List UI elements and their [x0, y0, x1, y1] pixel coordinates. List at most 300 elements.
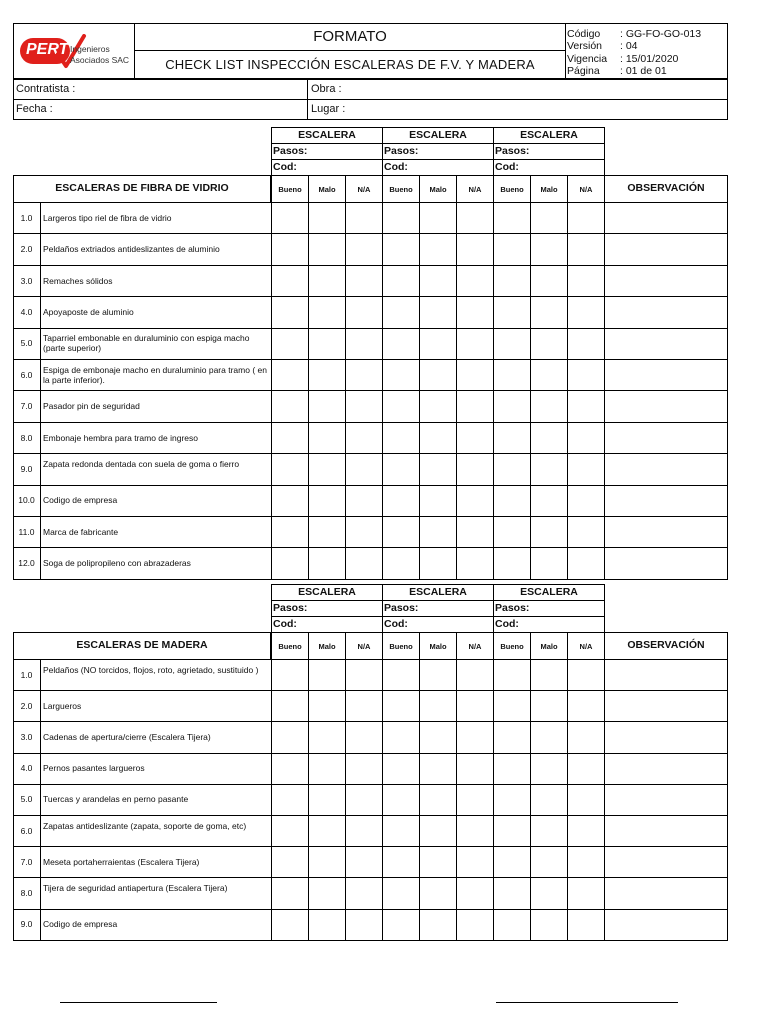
observacion-cell[interactable] [604, 909, 728, 941]
check-cell[interactable] [567, 659, 605, 691]
escalera-label: ESCALERA [298, 129, 356, 141]
check-cell[interactable] [456, 390, 494, 422]
check-cell[interactable] [271, 485, 309, 517]
check-cell[interactable] [567, 784, 605, 816]
check-cell[interactable] [456, 846, 494, 878]
check-cell[interactable] [456, 453, 494, 485]
pasos-label: Pasos: [495, 145, 530, 157]
check-cell[interactable] [567, 909, 605, 941]
item-number: 2.0 [20, 700, 33, 711]
logo-brand: PERT [26, 41, 69, 58]
check-cell[interactable] [493, 202, 531, 234]
check-cell[interactable] [567, 846, 605, 878]
check-cell[interactable] [308, 753, 346, 785]
check-cell[interactable] [382, 422, 420, 454]
escalera-label: ESCALERA [520, 129, 578, 141]
check-cell[interactable] [493, 359, 531, 391]
check-cell[interactable] [308, 233, 346, 265]
observacion-cell[interactable] [604, 328, 728, 360]
check-cell[interactable] [308, 784, 346, 816]
check-cell[interactable] [308, 453, 346, 485]
check-cell[interactable] [382, 453, 420, 485]
item-number: 5.0 [20, 794, 33, 805]
check-cell[interactable] [456, 202, 494, 234]
observacion-cell[interactable] [604, 753, 728, 785]
item-description: Meseta portaherraientas (Escalera Tijera) [43, 856, 200, 867]
check-cell[interactable] [530, 265, 568, 297]
check-cell[interactable] [530, 359, 568, 391]
check-cell[interactable] [271, 233, 309, 265]
item-description: Largeros tipo riel de fibra de vidrio [43, 212, 172, 223]
pasos-label: Pasos: [495, 602, 530, 614]
check-cell[interactable] [567, 265, 605, 297]
check-cell[interactable] [567, 390, 605, 422]
check-cell[interactable] [456, 233, 494, 265]
check-cell[interactable] [530, 877, 568, 909]
check-cell[interactable] [419, 390, 457, 422]
check-cell[interactable] [345, 328, 383, 360]
check-cell[interactable] [271, 784, 309, 816]
escalera-label: ESCALERA [409, 129, 467, 141]
check-cell[interactable] [567, 296, 605, 328]
check-cell[interactable] [419, 784, 457, 816]
observacion-cell[interactable] [604, 202, 728, 234]
check-cell[interactable] [567, 753, 605, 785]
item-number: 8.0 [20, 432, 33, 443]
item-description: Zapatas antideslizante (zapata, soporte de goma, etc) [43, 820, 247, 831]
check-cell[interactable] [382, 202, 420, 234]
observacion-cell[interactable] [604, 485, 728, 517]
check-cell[interactable] [382, 516, 420, 548]
check-cell[interactable] [530, 485, 568, 517]
column-header-label: N/A [468, 642, 482, 651]
item-number: 7.0 [20, 856, 33, 867]
column-header-label: Malo [429, 185, 447, 194]
item-number: 1.0 [20, 212, 33, 223]
check-cell[interactable] [271, 265, 309, 297]
check-cell[interactable] [345, 846, 383, 878]
check-cell[interactable] [419, 659, 457, 691]
check-cell[interactable] [382, 547, 420, 579]
check-cell[interactable] [419, 721, 457, 753]
check-cell[interactable] [271, 690, 309, 722]
check-cell[interactable] [530, 422, 568, 454]
item-number: 9.0 [20, 919, 33, 930]
item-description: Pasador pin de seguridad [43, 401, 140, 412]
check-cell[interactable] [530, 516, 568, 548]
check-cell[interactable] [493, 233, 531, 265]
item-description: Tijera de seguridad antiapertura (Escalera Tijera) [43, 883, 228, 893]
check-cell[interactable] [382, 390, 420, 422]
observacion-cell[interactable] [604, 690, 728, 722]
check-cell[interactable] [456, 659, 494, 691]
check-cell[interactable] [567, 233, 605, 265]
cod-label: Cod: [273, 618, 297, 630]
check-cell[interactable] [345, 485, 383, 517]
check-cell[interactable] [382, 690, 420, 722]
column-header-label: Bueno [278, 642, 302, 651]
check-cell[interactable] [530, 328, 568, 360]
check-cell[interactable] [530, 453, 568, 485]
check-cell[interactable] [567, 202, 605, 234]
item-number: 6.0 [20, 825, 33, 836]
check-cell[interactable] [530, 202, 568, 234]
check-cell[interactable] [493, 846, 531, 878]
check-cell[interactable] [493, 296, 531, 328]
column-header-label: N/A [579, 642, 593, 651]
item-number: 10.0 [18, 495, 35, 506]
check-cell[interactable] [456, 690, 494, 722]
check-cell[interactable] [345, 877, 383, 909]
item-number: 5.0 [20, 338, 33, 349]
check-cell[interactable] [345, 233, 383, 265]
check-cell[interactable] [493, 390, 531, 422]
obra-label: Obra : [311, 83, 342, 95]
check-cell[interactable] [567, 516, 605, 548]
observacion-cell[interactable] [604, 846, 728, 878]
check-cell[interactable] [456, 359, 494, 391]
check-cell[interactable] [271, 721, 309, 753]
item-number: 12.0 [18, 558, 35, 569]
check-cell[interactable] [419, 909, 457, 941]
lugar-field[interactable] [307, 99, 728, 120]
check-cell[interactable] [308, 390, 346, 422]
observacion-cell[interactable] [604, 547, 728, 579]
item-number: 1.0 [20, 669, 33, 680]
column-header-label: Malo [540, 185, 558, 194]
section-title: ESCALERAS DE FIBRA DE VIDRIO [55, 182, 229, 194]
check-cell[interactable] [530, 753, 568, 785]
item-description: Peldaños (NO torcidos, flojos, roto, agrietado, sustituido ) [43, 664, 259, 675]
check-cell[interactable] [530, 659, 568, 691]
check-cell[interactable] [530, 815, 568, 847]
check-cell[interactable] [456, 721, 494, 753]
meta-pagina-label: Página [567, 64, 600, 77]
column-header-label: Bueno [500, 642, 524, 651]
check-cell[interactable] [530, 846, 568, 878]
check-cell[interactable] [308, 547, 346, 579]
check-cell[interactable] [493, 328, 531, 360]
check-cell[interactable] [419, 753, 457, 785]
check-cell[interactable] [567, 485, 605, 517]
item-number: 4.0 [20, 763, 33, 774]
check-cell[interactable] [456, 485, 494, 517]
check-cell[interactable] [382, 877, 420, 909]
check-cell[interactable] [419, 485, 457, 517]
observacion-cell[interactable] [604, 422, 728, 454]
check-cell[interactable] [308, 485, 346, 517]
check-cell[interactable] [567, 422, 605, 454]
check-cell[interactable] [382, 359, 420, 391]
item-number: 4.0 [20, 306, 33, 317]
observacion-cell[interactable] [604, 359, 728, 391]
check-cell[interactable] [456, 422, 494, 454]
check-cell[interactable] [530, 296, 568, 328]
check-cell[interactable] [308, 422, 346, 454]
check-cell[interactable] [419, 296, 457, 328]
observacion-cell[interactable] [604, 784, 728, 816]
check-cell[interactable] [345, 265, 383, 297]
check-cell[interactable] [456, 784, 494, 816]
check-cell[interactable] [567, 721, 605, 753]
item-description: Tuercas y arandelas en perno pasante [43, 794, 189, 805]
item-number: 2.0 [20, 244, 33, 255]
check-cell[interactable] [456, 516, 494, 548]
check-cell[interactable] [456, 328, 494, 360]
check-cell[interactable] [419, 815, 457, 847]
check-cell[interactable] [345, 516, 383, 548]
check-cell[interactable] [456, 815, 494, 847]
check-cell[interactable] [456, 877, 494, 909]
check-cell[interactable] [493, 265, 531, 297]
check-cell[interactable] [419, 547, 457, 579]
check-cell[interactable] [493, 453, 531, 485]
check-cell[interactable] [271, 547, 309, 579]
check-cell[interactable] [345, 909, 383, 941]
observacion-header: OBSERVACIÓN [627, 639, 705, 651]
observacion-cell[interactable] [604, 265, 728, 297]
check-cell[interactable] [493, 877, 531, 909]
check-cell[interactable] [308, 265, 346, 297]
check-cell[interactable] [530, 690, 568, 722]
check-cell[interactable] [382, 721, 420, 753]
check-cell[interactable] [271, 753, 309, 785]
check-cell[interactable] [567, 877, 605, 909]
item-description: Soga de polipropileno con abrazaderas [43, 558, 191, 569]
check-cell[interactable] [308, 516, 346, 548]
item-description: Largueros [43, 700, 82, 711]
check-cell[interactable] [382, 909, 420, 941]
observacion-cell[interactable] [604, 516, 728, 548]
check-cell[interactable] [308, 296, 346, 328]
check-cell[interactable] [530, 390, 568, 422]
item-description: Zapata redonda dentada con suela de goma o fierro [43, 458, 240, 469]
item-number: 6.0 [20, 369, 33, 380]
fecha-label: Fecha : [16, 103, 53, 115]
pasos-label: Pasos: [273, 145, 308, 157]
check-cell[interactable] [530, 909, 568, 941]
check-cell[interactable] [308, 721, 346, 753]
observacion-cell[interactable] [604, 390, 728, 422]
meta-version-value: : 04 [620, 40, 638, 53]
check-cell[interactable] [567, 328, 605, 360]
check-cell[interactable] [308, 690, 346, 722]
check-cell[interactable] [530, 784, 568, 816]
check-cell[interactable] [493, 909, 531, 941]
check-cell[interactable] [345, 753, 383, 785]
contratista-label: Contratista : [16, 83, 76, 95]
check-cell[interactable] [345, 690, 383, 722]
lugar-label: Lugar : [311, 103, 346, 115]
check-cell[interactable] [419, 233, 457, 265]
check-cell[interactable] [493, 516, 531, 548]
check-cell[interactable] [271, 422, 309, 454]
check-cell[interactable] [271, 659, 309, 691]
check-cell[interactable] [271, 516, 309, 548]
check-cell[interactable] [456, 265, 494, 297]
item-number: 8.0 [20, 888, 33, 898]
check-cell[interactable] [345, 202, 383, 234]
check-cell[interactable] [493, 690, 531, 722]
check-cell[interactable] [382, 328, 420, 360]
check-cell[interactable] [456, 753, 494, 785]
check-cell[interactable] [419, 422, 457, 454]
company-logo [20, 34, 130, 74]
check-cell[interactable] [382, 753, 420, 785]
check-cell[interactable] [382, 296, 420, 328]
check-cell[interactable] [308, 359, 346, 391]
check-cell[interactable] [567, 815, 605, 847]
check-cell[interactable] [308, 909, 346, 941]
check-cell[interactable] [493, 547, 531, 579]
check-cell[interactable] [382, 659, 420, 691]
observacion-cell[interactable] [604, 659, 728, 691]
signature-line-left[interactable] [60, 1002, 217, 1003]
check-cell[interactable] [308, 877, 346, 909]
item-number: 3.0 [20, 275, 33, 286]
check-cell[interactable] [345, 659, 383, 691]
check-cell[interactable] [345, 721, 383, 753]
section-title: ESCALERAS DE MADERA [76, 639, 208, 651]
check-cell[interactable] [493, 753, 531, 785]
check-cell[interactable] [419, 690, 457, 722]
check-cell[interactable] [419, 202, 457, 234]
check-cell[interactable] [271, 202, 309, 234]
check-cell[interactable] [419, 516, 457, 548]
check-cell[interactable] [456, 909, 494, 941]
cod-label: Cod: [273, 161, 297, 173]
check-cell[interactable] [530, 233, 568, 265]
fecha-field[interactable] [13, 99, 308, 120]
logo-line1: Ingenieros [70, 44, 110, 54]
check-cell[interactable] [271, 296, 309, 328]
check-cell[interactable] [530, 547, 568, 579]
observacion-cell[interactable] [604, 296, 728, 328]
pasos-label: Pasos: [384, 602, 419, 614]
check-cell[interactable] [567, 547, 605, 579]
check-cell[interactable] [382, 846, 420, 878]
check-cell[interactable] [530, 721, 568, 753]
column-header-label: N/A [468, 185, 482, 194]
item-number: 9.0 [20, 463, 33, 474]
check-cell[interactable] [419, 877, 457, 909]
column-header-label: Malo [540, 642, 558, 651]
observacion-cell[interactable] [604, 721, 728, 753]
meta-version-label: Versión [567, 40, 603, 53]
pasos-label: Pasos: [273, 602, 308, 614]
check-cell[interactable] [456, 547, 494, 579]
check-cell[interactable] [345, 422, 383, 454]
item-description: Apoyaposte de aluminio [43, 306, 134, 317]
check-cell[interactable] [456, 296, 494, 328]
check-cell[interactable] [419, 359, 457, 391]
item-number: 3.0 [20, 732, 33, 742]
escalera-label: ESCALERA [520, 586, 578, 598]
check-cell[interactable] [493, 659, 531, 691]
check-cell[interactable] [308, 846, 346, 878]
item-description: Taparriel embonable en duraluminio con espiga macho (parte superior) [43, 333, 250, 354]
column-header-label: Bueno [389, 185, 413, 194]
check-cell[interactable] [419, 328, 457, 360]
item-description: Marca de fabricante [43, 526, 119, 537]
check-cell[interactable] [493, 485, 531, 517]
check-cell[interactable] [567, 690, 605, 722]
meta-code-value: : GG-FO-GO-013 [620, 28, 702, 40]
check-cell[interactable] [493, 422, 531, 454]
check-cell[interactable] [567, 359, 605, 391]
check-cell[interactable] [382, 485, 420, 517]
observacion-cell[interactable] [604, 815, 728, 847]
check-cell[interactable] [382, 265, 420, 297]
check-cell[interactable] [308, 815, 346, 847]
item-description: Embonaje hembra para tramo de ingreso [43, 432, 198, 443]
check-cell[interactable] [345, 453, 383, 485]
escalera-label: ESCALERA [409, 586, 467, 598]
check-cell[interactable] [419, 846, 457, 878]
meta-vigencia-value: : 15/01/2020 [620, 52, 679, 65]
page-subtitle: CHECK LIST INSPECCIÓN ESCALERAS DE F.V. Y MADERA [165, 57, 535, 72]
check-cell[interactable] [493, 784, 531, 816]
check-cell[interactable] [382, 233, 420, 265]
check-cell[interactable] [345, 359, 383, 391]
check-cell[interactable] [271, 453, 309, 485]
item-number: 11.0 [18, 526, 35, 537]
check-cell[interactable] [345, 547, 383, 579]
column-header-label: Bueno [278, 185, 302, 194]
item-description: Cadenas de apertura/cierre (Escalera Tijera) [43, 732, 211, 742]
item-description: Peldaños extriados antideslizantes de aluminio [43, 244, 220, 255]
observacion-header: OBSERVACIÓN [627, 182, 705, 194]
check-cell[interactable] [345, 815, 383, 847]
check-cell[interactable] [345, 296, 383, 328]
observacion-cell[interactable] [604, 233, 728, 265]
column-header-label: Malo [318, 642, 336, 651]
check-cell[interactable] [271, 815, 309, 847]
logo-line2: Asociados SAC [70, 55, 130, 65]
item-description: Pernos pasantes largueros [43, 763, 145, 774]
check-cell[interactable] [308, 328, 346, 360]
item-number: 7.0 [20, 401, 33, 412]
check-cell[interactable] [308, 202, 346, 234]
check-cell[interactable] [345, 390, 383, 422]
meta-code-label: Código [567, 28, 601, 40]
signature-line-right[interactable] [496, 1002, 678, 1003]
check-cell[interactable] [271, 328, 309, 360]
check-cell[interactable] [271, 909, 309, 941]
check-cell[interactable] [271, 877, 309, 909]
check-cell[interactable] [345, 784, 383, 816]
check-cell[interactable] [271, 359, 309, 391]
check-cell[interactable] [271, 390, 309, 422]
check-cell[interactable] [567, 453, 605, 485]
check-cell[interactable] [419, 453, 457, 485]
pasos-label: Pasos: [384, 145, 419, 157]
check-cell[interactable] [419, 265, 457, 297]
observacion-cell[interactable] [604, 453, 728, 485]
obra-field[interactable] [307, 79, 728, 100]
item-description: Codigo de empresa [43, 919, 118, 930]
cod-label: Cod: [495, 618, 519, 630]
check-cell[interactable] [308, 659, 346, 691]
check-cell[interactable] [382, 815, 420, 847]
observacion-cell[interactable] [604, 877, 728, 909]
column-header-label: N/A [357, 642, 371, 651]
check-cell[interactable] [382, 784, 420, 816]
check-cell[interactable] [493, 721, 531, 753]
check-cell[interactable] [493, 815, 531, 847]
column-header-label: Bueno [389, 642, 413, 651]
check-cell[interactable] [271, 846, 309, 878]
